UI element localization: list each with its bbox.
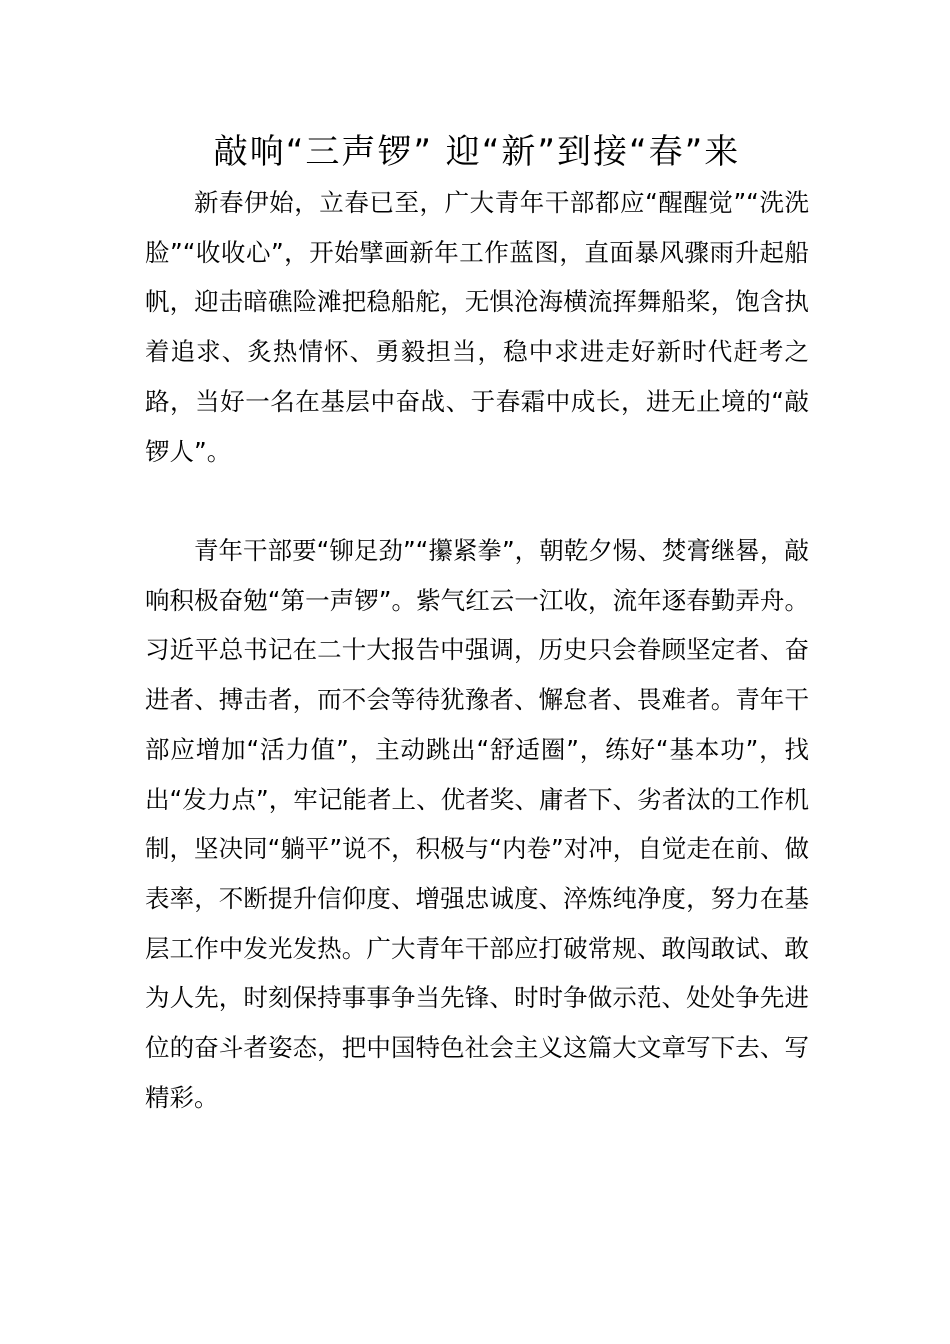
document-title: 敲响“三声锣” 迎“新”到接“春”来 — [213, 132, 741, 172]
paragraph-2: 青年干部要“铆足劲”“攥紧拳”，朝乾夕惕、焚膏继晷，敲响积极奋勉“第一声锣”。紫气红云一江收，流年逐春勤弄舟。习近平总书记在二十大报告中强调，历史只会眷顾坚定者、奋进者、搏击者，而不会等待犹豫者、懈怠者、畏难者。青年干部应增加“活力值”，主动跳出“舒适圈”，练好“基本功”，找出“发力点”，牢记能者上、优者奖、庸者下、劣者汰的工作机制，坚决同“躺平”说不，积极与“内卷”对冲，自觉走在前、做表率，不断提升信仰度、增强忠诚度、淬炼纯净度，努力在基层工作中发光发热。广大青年干部应打破常规、敢闯敢试、敢为人先，时刻保持事事争当先锋、时时争做示范、处处争先进位的奋斗者姿态，把中国特色社会主义这篇大文章写下去、写精彩。 — [145, 536, 809, 1112]
paragraph-1: 新春伊始，立春已至，广大青年干部都应“醒醒觉”“洗洗脸”“收收心”，开始擘画新年工作蓝图，直面暴风骤雨升起船帆，迎击暗礁险滩把稳船舵，无惧沧海横流挥舞船桨，饱含执着追求、炙热情怀、勇毅担当，稳中求进走好新时代赶考之路，当好一名在基层中奋战、于春霜中成长，进无止境的“敲锣人”。 — [145, 188, 809, 466]
